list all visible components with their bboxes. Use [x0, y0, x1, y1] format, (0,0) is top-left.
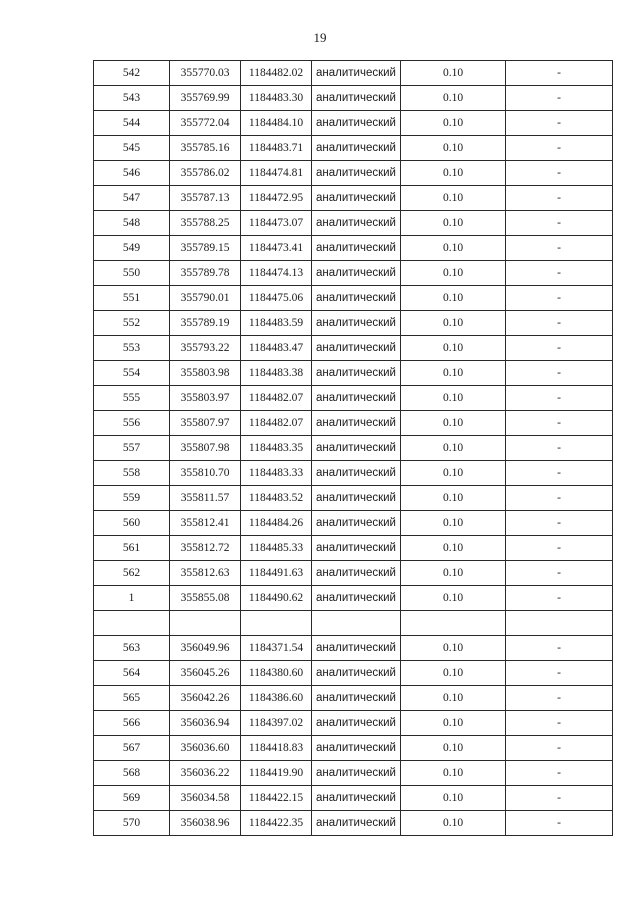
y-coordinate-cell: 1184386.60 — [241, 686, 312, 711]
table-row — [94, 661, 613, 686]
method-cell — [312, 611, 401, 636]
description-cell: - — [506, 436, 613, 461]
method-cell: аналитический — [312, 86, 401, 111]
point-number-cell: 548 — [94, 211, 170, 236]
coordinates-table — [93, 60, 613, 836]
method-cell: аналитический — [312, 411, 401, 436]
description-cell: - — [506, 286, 613, 311]
method-cell: аналитический — [312, 636, 401, 661]
accuracy-cell: 0.10 — [401, 111, 506, 136]
method-cell: аналитический — [312, 311, 401, 336]
description-cell: - — [506, 486, 613, 511]
table-row — [94, 111, 613, 136]
table-row — [94, 411, 613, 436]
point-number-cell: 562 — [94, 561, 170, 586]
x-coordinate-cell: 355788.25 — [170, 211, 241, 236]
description-cell: - — [506, 461, 613, 486]
y-coordinate-cell — [241, 611, 312, 636]
table-row — [94, 336, 613, 361]
point-number-cell: 557 — [94, 436, 170, 461]
x-coordinate-cell: 355785.16 — [170, 136, 241, 161]
method-cell: аналитический — [312, 761, 401, 786]
x-coordinate-cell: 356034.58 — [170, 786, 241, 811]
table-row — [94, 561, 613, 586]
point-number-cell: 547 — [94, 186, 170, 211]
accuracy-cell: 0.10 — [401, 536, 506, 561]
x-coordinate-cell: 356036.94 — [170, 711, 241, 736]
accuracy-cell: 0.10 — [401, 811, 506, 836]
method-cell: аналитический — [312, 61, 401, 86]
description-cell: - — [506, 761, 613, 786]
description-cell: - — [506, 586, 613, 611]
x-coordinate-cell: 355812.41 — [170, 511, 241, 536]
point-number-cell: 555 — [94, 386, 170, 411]
y-coordinate-cell: 1184483.35 — [241, 436, 312, 461]
description-cell: - — [506, 111, 613, 136]
accuracy-cell: 0.10 — [401, 261, 506, 286]
y-coordinate-cell: 1184397.02 — [241, 711, 312, 736]
y-coordinate-cell: 1184485.33 — [241, 536, 312, 561]
table-row — [94, 636, 613, 661]
table-row — [94, 811, 613, 836]
accuracy-cell: 0.10 — [401, 561, 506, 586]
table-row — [94, 261, 613, 286]
description-cell: - — [506, 686, 613, 711]
x-coordinate-cell: 355807.97 — [170, 411, 241, 436]
point-number-cell: 1 — [94, 586, 170, 611]
y-coordinate-cell: 1184482.07 — [241, 386, 312, 411]
accuracy-cell — [401, 611, 506, 636]
point-number-cell: 551 — [94, 286, 170, 311]
table-row — [94, 486, 613, 511]
x-coordinate-cell: 355790.01 — [170, 286, 241, 311]
method-cell: аналитический — [312, 486, 401, 511]
method-cell: аналитический — [312, 561, 401, 586]
coordinates-table-body — [94, 61, 613, 836]
point-number-cell: 561 — [94, 536, 170, 561]
x-coordinate-cell: 355807.98 — [170, 436, 241, 461]
table-row — [94, 161, 613, 186]
accuracy-cell: 0.10 — [401, 136, 506, 161]
table-row — [94, 236, 613, 261]
description-cell: - — [506, 711, 613, 736]
method-cell: аналитический — [312, 211, 401, 236]
accuracy-cell: 0.10 — [401, 661, 506, 686]
accuracy-cell: 0.10 — [401, 286, 506, 311]
point-number-cell: 567 — [94, 736, 170, 761]
y-coordinate-cell: 1184474.13 — [241, 261, 312, 286]
point-number-cell: 556 — [94, 411, 170, 436]
point-number-cell: 552 — [94, 311, 170, 336]
table-row — [94, 211, 613, 236]
x-coordinate-cell: 355789.78 — [170, 261, 241, 286]
description-cell: - — [506, 561, 613, 586]
x-coordinate-cell: 355789.19 — [170, 311, 241, 336]
accuracy-cell: 0.10 — [401, 336, 506, 361]
method-cell: аналитический — [312, 361, 401, 386]
x-coordinate-cell: 356036.22 — [170, 761, 241, 786]
point-number-cell: 554 — [94, 361, 170, 386]
point-number-cell: 560 — [94, 511, 170, 536]
accuracy-cell: 0.10 — [401, 761, 506, 786]
point-number-cell: 543 — [94, 86, 170, 111]
table-row — [94, 711, 613, 736]
description-cell: - — [506, 511, 613, 536]
y-coordinate-cell: 1184483.71 — [241, 136, 312, 161]
point-number-cell: 553 — [94, 336, 170, 361]
x-coordinate-cell: 355811.57 — [170, 486, 241, 511]
point-number-cell: 546 — [94, 161, 170, 186]
method-cell: аналитический — [312, 686, 401, 711]
description-cell: - — [506, 261, 613, 286]
y-coordinate-cell: 1184422.15 — [241, 786, 312, 811]
x-coordinate-cell: 355803.98 — [170, 361, 241, 386]
point-number-cell: 566 — [94, 711, 170, 736]
description-cell: - — [506, 186, 613, 211]
point-number-cell: 565 — [94, 686, 170, 711]
x-coordinate-cell: 355812.63 — [170, 561, 241, 586]
x-coordinate-cell: 355787.13 — [170, 186, 241, 211]
description-cell: - — [506, 311, 613, 336]
description-cell: - — [506, 161, 613, 186]
table-row — [94, 511, 613, 536]
table-row — [94, 611, 613, 636]
method-cell: аналитический — [312, 536, 401, 561]
x-coordinate-cell: 355769.99 — [170, 86, 241, 111]
accuracy-cell: 0.10 — [401, 61, 506, 86]
y-coordinate-cell: 1184482.07 — [241, 411, 312, 436]
x-coordinate-cell: 355803.97 — [170, 386, 241, 411]
x-coordinate-cell: 356042.26 — [170, 686, 241, 711]
table-row — [94, 436, 613, 461]
x-coordinate-cell: 355793.22 — [170, 336, 241, 361]
accuracy-cell: 0.10 — [401, 586, 506, 611]
description-cell: - — [506, 636, 613, 661]
accuracy-cell: 0.10 — [401, 161, 506, 186]
method-cell: аналитический — [312, 661, 401, 686]
accuracy-cell: 0.10 — [401, 711, 506, 736]
point-number-cell: 545 — [94, 136, 170, 161]
description-cell: - — [506, 736, 613, 761]
accuracy-cell: 0.10 — [401, 636, 506, 661]
accuracy-cell: 0.10 — [401, 311, 506, 336]
method-cell: аналитический — [312, 811, 401, 836]
method-cell: аналитический — [312, 111, 401, 136]
accuracy-cell: 0.10 — [401, 486, 506, 511]
method-cell: аналитический — [312, 736, 401, 761]
accuracy-cell: 0.10 — [401, 786, 506, 811]
x-coordinate-cell: 355855.08 — [170, 586, 241, 611]
y-coordinate-cell: 1184491.63 — [241, 561, 312, 586]
y-coordinate-cell: 1184484.26 — [241, 511, 312, 536]
description-cell: - — [506, 811, 613, 836]
description-cell: - — [506, 786, 613, 811]
description-cell: - — [506, 336, 613, 361]
y-coordinate-cell: 1184474.81 — [241, 161, 312, 186]
table-row — [94, 136, 613, 161]
point-number-cell: 564 — [94, 661, 170, 686]
point-number-cell: 549 — [94, 236, 170, 261]
y-coordinate-cell: 1184482.02 — [241, 61, 312, 86]
method-cell: аналитический — [312, 161, 401, 186]
method-cell: аналитический — [312, 386, 401, 411]
y-coordinate-cell: 1184371.54 — [241, 636, 312, 661]
accuracy-cell: 0.10 — [401, 211, 506, 236]
method-cell: аналитический — [312, 336, 401, 361]
x-coordinate-cell: 355772.04 — [170, 111, 241, 136]
point-number-cell: 542 — [94, 61, 170, 86]
method-cell: аналитический — [312, 286, 401, 311]
accuracy-cell: 0.10 — [401, 236, 506, 261]
method-cell: аналитический — [312, 461, 401, 486]
x-coordinate-cell: 355786.02 — [170, 161, 241, 186]
point-number-cell: 558 — [94, 461, 170, 486]
y-coordinate-cell: 1184475.06 — [241, 286, 312, 311]
y-coordinate-cell: 1184422.35 — [241, 811, 312, 836]
table-row — [94, 86, 613, 111]
accuracy-cell: 0.10 — [401, 436, 506, 461]
accuracy-cell: 0.10 — [401, 736, 506, 761]
point-number-cell: 559 — [94, 486, 170, 511]
description-cell: - — [506, 236, 613, 261]
y-coordinate-cell: 1184484.10 — [241, 111, 312, 136]
point-number-cell: 569 — [94, 786, 170, 811]
point-number-cell: 570 — [94, 811, 170, 836]
accuracy-cell: 0.10 — [401, 86, 506, 111]
description-cell: - — [506, 411, 613, 436]
table-row — [94, 536, 613, 561]
method-cell: аналитический — [312, 436, 401, 461]
y-coordinate-cell: 1184472.95 — [241, 186, 312, 211]
method-cell: аналитический — [312, 186, 401, 211]
method-cell: аналитический — [312, 786, 401, 811]
accuracy-cell: 0.10 — [401, 186, 506, 211]
x-coordinate-cell: 356038.96 — [170, 811, 241, 836]
method-cell: аналитический — [312, 586, 401, 611]
x-coordinate-cell — [170, 611, 241, 636]
description-cell — [506, 611, 613, 636]
y-coordinate-cell: 1184473.41 — [241, 236, 312, 261]
y-coordinate-cell: 1184483.52 — [241, 486, 312, 511]
x-coordinate-cell: 355812.72 — [170, 536, 241, 561]
y-coordinate-cell: 1184483.59 — [241, 311, 312, 336]
x-coordinate-cell: 356036.60 — [170, 736, 241, 761]
description-cell: - — [506, 211, 613, 236]
accuracy-cell: 0.10 — [401, 386, 506, 411]
y-coordinate-cell: 1184490.62 — [241, 586, 312, 611]
x-coordinate-cell: 355789.15 — [170, 236, 241, 261]
y-coordinate-cell: 1184483.38 — [241, 361, 312, 386]
point-number-cell: 563 — [94, 636, 170, 661]
description-cell: - — [506, 661, 613, 686]
accuracy-cell: 0.10 — [401, 511, 506, 536]
table-row — [94, 461, 613, 486]
y-coordinate-cell: 1184483.47 — [241, 336, 312, 361]
description-cell: - — [506, 361, 613, 386]
point-number-cell: 544 — [94, 111, 170, 136]
method-cell: аналитический — [312, 236, 401, 261]
table-row — [94, 686, 613, 711]
y-coordinate-cell: 1184483.33 — [241, 461, 312, 486]
table-row — [94, 186, 613, 211]
method-cell: аналитический — [312, 261, 401, 286]
x-coordinate-cell: 355770.03 — [170, 61, 241, 86]
accuracy-cell: 0.10 — [401, 361, 506, 386]
table-row — [94, 786, 613, 811]
description-cell: - — [506, 386, 613, 411]
point-number-cell — [94, 611, 170, 636]
y-coordinate-cell: 1184473.07 — [241, 211, 312, 236]
table-row — [94, 386, 613, 411]
table-row — [94, 361, 613, 386]
accuracy-cell: 0.10 — [401, 686, 506, 711]
y-coordinate-cell: 1184380.60 — [241, 661, 312, 686]
table-row — [94, 311, 613, 336]
page-number: 19 — [313, 30, 327, 45]
point-number-cell: 550 — [94, 261, 170, 286]
point-number-cell: 568 — [94, 761, 170, 786]
y-coordinate-cell: 1184419.90 — [241, 761, 312, 786]
y-coordinate-cell: 1184483.30 — [241, 86, 312, 111]
description-cell: - — [506, 136, 613, 161]
table-row — [94, 61, 613, 86]
table-row — [94, 736, 613, 761]
description-cell: - — [506, 86, 613, 111]
accuracy-cell: 0.10 — [401, 461, 506, 486]
table-row — [94, 761, 613, 786]
accuracy-cell: 0.10 — [401, 411, 506, 436]
x-coordinate-cell: 356045.26 — [170, 661, 241, 686]
method-cell: аналитический — [312, 711, 401, 736]
y-coordinate-cell: 1184418.83 — [241, 736, 312, 761]
description-cell: - — [506, 61, 613, 86]
description-cell: - — [506, 536, 613, 561]
x-coordinate-cell: 356049.96 — [170, 636, 241, 661]
table-row — [94, 586, 613, 611]
table-row — [94, 286, 613, 311]
x-coordinate-cell: 355810.70 — [170, 461, 241, 486]
method-cell: аналитический — [312, 511, 401, 536]
method-cell: аналитический — [312, 136, 401, 161]
